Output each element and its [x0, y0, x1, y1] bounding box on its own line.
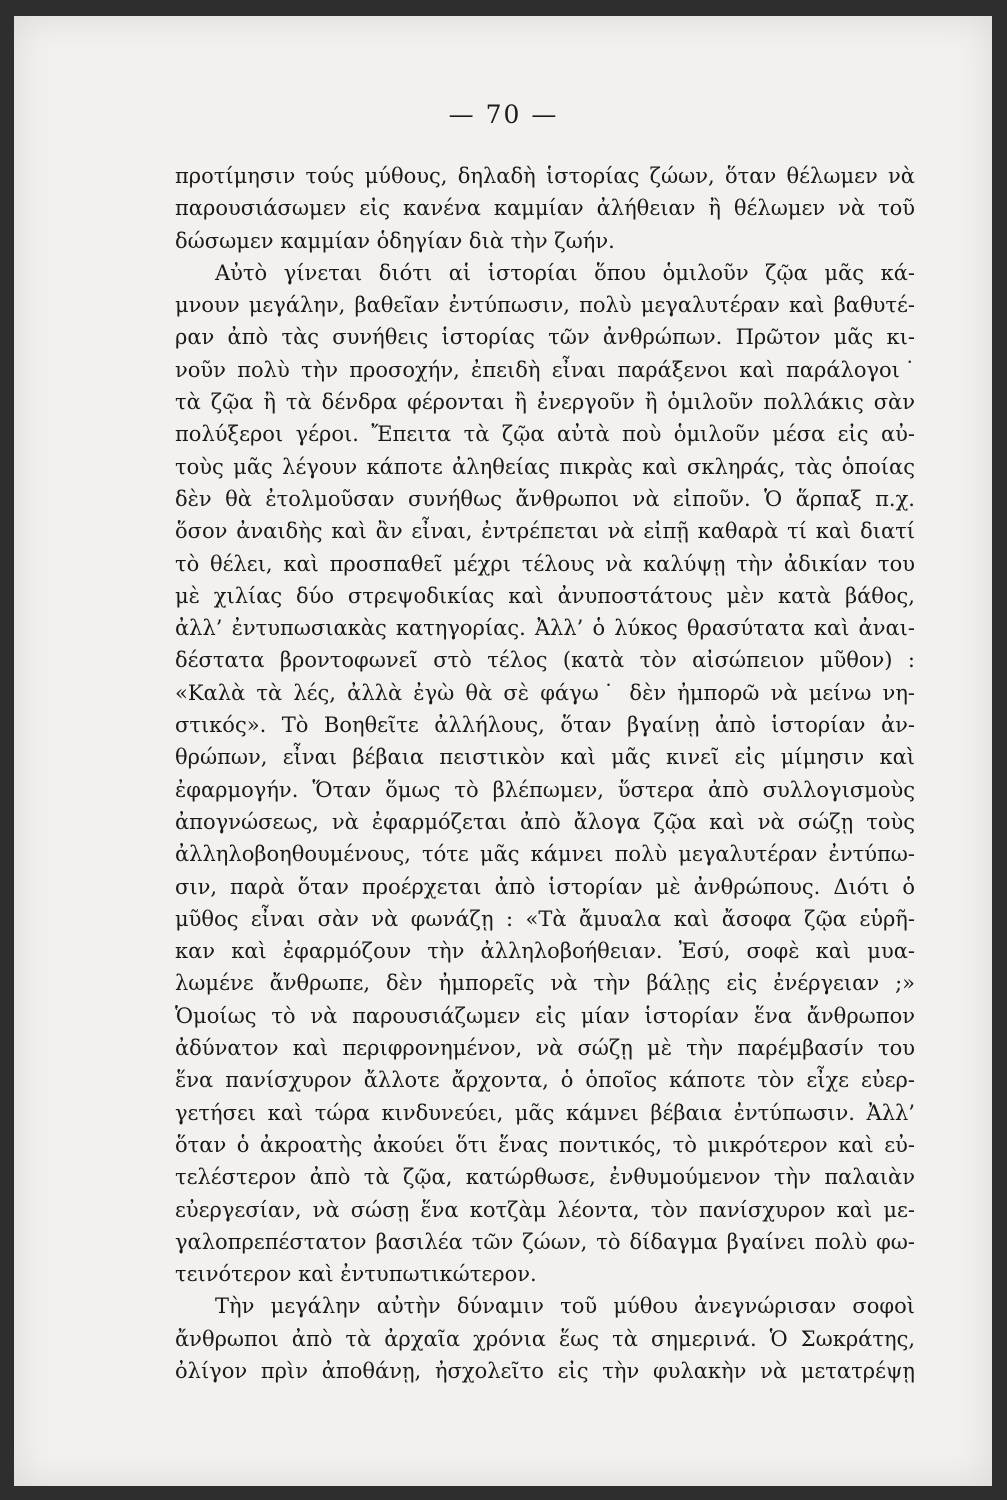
- text-line: νοῦν πολὺ τὴν προσοχήν, ἐπειδὴ εἶναι παράξενοι καὶ παράλογοι˙: [175, 357, 915, 382]
- text-line: ὅταν ὁ ἀκροατὴς ἀκούει ὅτι ἕνας ποντικός, τὸ μικρότερον καὶ εὐ-: [175, 1132, 915, 1157]
- text-line: Τὴν μεγάλην αὐτὴν δύναμιν τοῦ μύθου ἀνεγνώρισαν σοφοὶ: [215, 1294, 915, 1319]
- text-line: δὲν θὰ ἐτολμοῦσαν συνήθως ἄνθρωποι νὰ εἰποῦν. Ὁ ἅρπαξ π.χ.: [175, 486, 915, 511]
- text-line: Αὐτὸ γίνεται διότι αἱ ἱστορίαι ὅπου ὁμιλοῦν ζῷα μᾶς κά-: [215, 260, 915, 285]
- text-line: μνουν μεγάλην, βαθεῖαν ἐντύπωσιν, πολὺ μεγαλυτέραν καὶ βαθυτέ-: [175, 293, 915, 318]
- text-line: ἀδύνατον καὶ περιφρονημένον, νὰ σώζῃ μὲ τὴν παρέμβασίν του: [175, 1036, 915, 1061]
- text-line: δώσωμεν καμμίαν ὁδηγίαν διὰ τὴν ζωήν.: [175, 228, 615, 253]
- text-line: ἀπογνώσεως, νὰ ἐφαρμόζεται ἀπὸ ἄλογα ζῷα καὶ νὰ σώζῃ τοὺς: [175, 809, 915, 834]
- text-line: γετήσει καὶ τώρα κινδυνεύει, μᾶς κάμνει βέβαια ἐντύπωσιν. Ἀλλ’: [175, 1100, 915, 1125]
- text-line: ἀλληλοβοηθουμένους, τότε μᾶς κάμνει πολὺ μεγαλυτέραν ἐντύπω-: [175, 842, 915, 867]
- text-line: ἐφαρμογήν. Ὅταν ὅμως τὸ βλέπωμεν, ὕστερα ἀπὸ συλλογισμοὺς: [175, 777, 915, 802]
- text-line: μὲ χιλίας δύο στρεψοδικίας καὶ ἀνυποστάτους μὲν κατὰ βάθος,: [175, 583, 915, 608]
- text-line: ἄνθρωποι ἀπὸ τὰ ἀρχαῖα χρόνια ἕως τὰ σημερινά. Ὁ Σωκράτης,: [175, 1326, 915, 1351]
- text-line: Ὁμοίως τὸ νὰ παρουσιάζωμεν εἰς μίαν ἱστορίαν ἕνα ἄνθρωπον: [175, 1003, 915, 1028]
- text-line: προτίμησιν τούς μύθους, δηλαδὴ ἱστορίας ζώων, ὅταν θέλωμεν νὰ: [175, 164, 915, 188]
- text-line: ὀλίγον πρὶν ἀποθάνῃ, ἠσχολεῖτο εἰς τὴν φυλακὴν νὰ μετατρέψῃ: [175, 1358, 915, 1383]
- text-line: τὰ ζῷα ἢ τὰ δένδρα φέρονται ἢ ἐνεργοῦν ἢ ὁμιλοῦν πολλάκις σὰν: [175, 390, 915, 415]
- text-line: πολύξεροι γέροι. Ἔπειτα τὰ ζῷα αὐτὰ ποὺ ὁμιλοῦν μέσα εἰς αὐ-: [175, 422, 915, 447]
- text-line: δέστατα βροντοφωνεῖ στὸ τέλος (κατὰ τὸν αἰσώπειον μῦθον) :: [175, 648, 915, 673]
- text-line: μῦθος εἶναι σὰν νὰ φωνάζῃ : «Τὰ ἄμυαλα καὶ ἄσοφα ζῷα εὑρῆ-: [175, 906, 915, 931]
- text-line: γαλοπρεπέστατον βασιλέα τῶν ζώων, τὸ δίδαγμα βγαίνει πολὺ φω-: [175, 1229, 915, 1254]
- text-line: παρουσιάσωμεν εἰς κανένα καμμίαν ἀλήθειαν ἢ θέλωμεν νὰ τοῦ: [175, 196, 915, 221]
- body-text: [175, 160, 915, 1387]
- text-line: τεινότερον καὶ ἐντυπωτικώτερον.: [175, 1262, 537, 1287]
- text-line: λωμένε ἄνθρωπε, δὲν ἠμπορεῖς νὰ τὴν βάλῃς εἰς ἐνέργειαν ;»: [175, 971, 915, 996]
- text-line: ὅσον ἀναιδὴς καὶ ἂν εἶναι, ἐντρέπεται νὰ εἰπῇ καθαρὰ τί καὶ διατί: [175, 519, 915, 544]
- text-line: καν καὶ ἐφαρμόζουν τὴν ἀλληλοβοήθειαν. Ἐσύ, σοφὲ καὶ μυα-: [175, 939, 915, 964]
- text-line: σιν, παρὰ ὅταν προέρχεται ἀπὸ ἱστορίαν μὲ ἀνθρώπους. Διότι ὁ: [175, 874, 915, 899]
- text-line: ἀλλ’ ἐντυπωσιακὰς κατηγορίας. Ἀλλ’ ὁ λύκος θρασύτατα καὶ ἀναι-: [175, 616, 915, 641]
- text-line: στικός». Τὸ Βοηθεῖτε ἀλλήλους, ὅταν βγαίνῃ ἀπὸ ἱστορίαν ἀν-: [175, 713, 915, 738]
- text-line: ἕνα πανίσχυρον ἄλλοτε ἄρχοντα, ὁ ὁποῖος κάποτε τὸν εἶχε εὐερ-: [175, 1068, 915, 1093]
- text-line: τὸ θέλει, καὶ προσπαθεῖ μέχρι τέλους νὰ καλύψῃ τὴν ἀδικίαν του: [175, 551, 915, 576]
- text-line: θρώπων, εἶναι βέβαια πειστικὸν καὶ μᾶς κινεῖ εἰς μίμησιν καὶ: [175, 745, 915, 770]
- text-line: τοὺς μᾶς λέγουν κάποτε ἀληθείας πικρὰς καὶ σκληράς, τὰς ὁποίας: [175, 454, 915, 479]
- page-number: — 70 —: [448, 100, 559, 129]
- text-line: ραν ἀπὸ τὰς συνήθεις ἱστορίας τῶν ἀνθρώπων. Πρῶτον μᾶς κι-: [175, 325, 915, 350]
- text-line: τελέστερον ἀπὸ τὰ ζῷα, κατώρθωσε, ἐνθυμούμενον τὴν παλαιὰν: [175, 1165, 915, 1190]
- text-line: «Καλὰ τὰ λές, ἀλλὰ ἐγὼ θὰ σὲ φάγω˙ δὲν ἠμπορῶ νὰ μείνω νη-: [175, 680, 915, 705]
- text-line: εὐεργεσίαν, νὰ σώσῃ ἕνα κοτζὰμ λέοντα, τὸν πανίσχυρον καὶ με-: [175, 1197, 915, 1222]
